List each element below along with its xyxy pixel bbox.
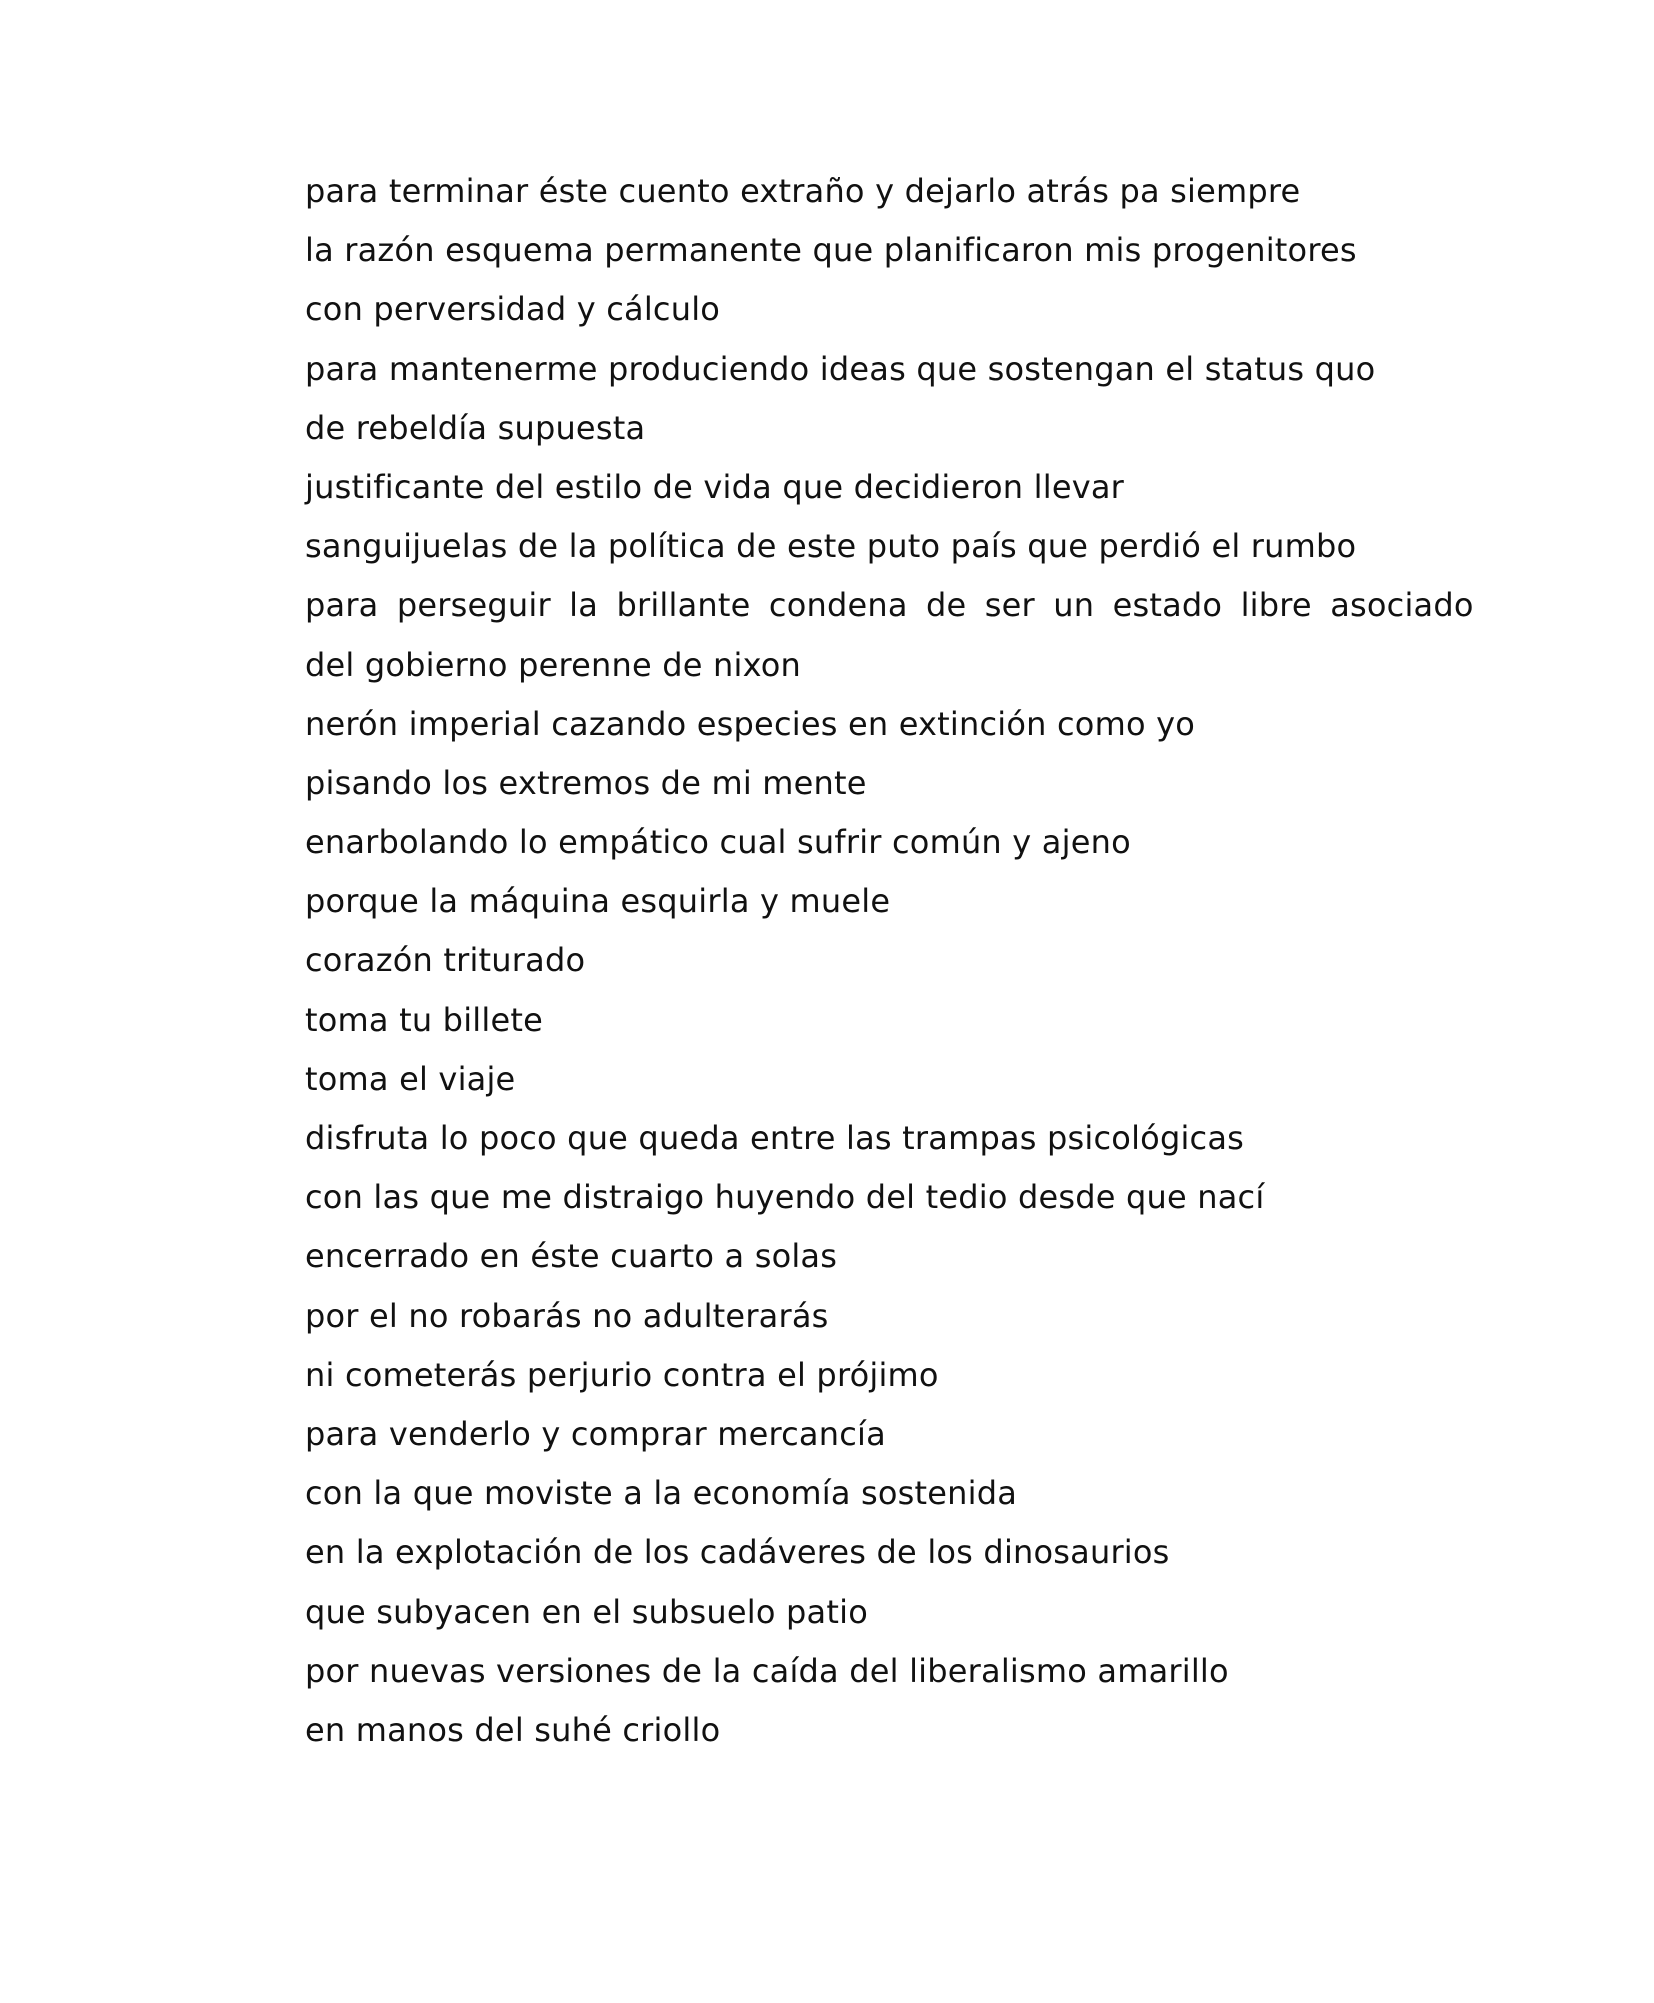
poem-line: en manos del suhé criollo [305,1710,721,1749]
poem-line: toma el viaje [305,1059,516,1098]
poem-line: para terminar éste cuento extraño y dejarlo atrás pa siempre [305,172,1301,210]
poem-line: porque la máquina esquirla y muele [305,882,891,921]
poem-line: disfruta lo poco que queda entre las trampas psicológicas [305,1119,1245,1157]
poem-line: que subyacen en el subsuelo patio [305,1592,868,1631]
poem-line: nerón imperial cazando especies en extinción como yo [305,704,1196,743]
poem-line: toma tu billete [305,1000,543,1039]
poem-line: del gobierno perenne de nixon [305,645,801,684]
poem-line: ni cometerás perjurio contra el prójimo [305,1355,939,1394]
poem-line: encerrado en éste cuarto a solas [305,1237,838,1276]
poem-line: para venderlo y comprar mercancía [305,1414,886,1453]
poem-text [305,162,1474,1760]
poem-line: sanguijuelas de la política de este puto país que perdió el rumbo [305,527,1357,566]
poem-line: justificante del estilo de vida que decidieron llevar [305,467,1125,506]
poem-line: en la explotación de los cadáveres de los dinosaurios [305,1533,1170,1572]
poem-line: con la que moviste a la economía sostenida [305,1474,1018,1513]
poem-line: con perversidad y cálculo [305,290,721,329]
poem-line: por nuevas versiones de la caída del liberalismo amarillo [305,1651,1229,1690]
poem-line: para mantenerme produciendo ideas que sostengan el status quo [305,349,1376,388]
poem-line: corazón triturado [305,941,586,980]
poem-line: por el no robarás no adulterarás [305,1296,829,1335]
poem-line: para perseguir la brillante condena de ser un estado libre asociado [305,586,1474,625]
poem-line: de rebeldía supuesta [305,408,646,447]
poem-line: con las que me distraigo huyendo del tedio desde que nací [305,1178,1265,1217]
poem-line: enarbolando lo empático cual sufrir común y ajeno [305,823,1131,862]
poem-line: la razón esquema permanente que planificaron mis progenitores [305,231,1357,270]
poem-line: pisando los extremos de mi mente [305,763,867,802]
